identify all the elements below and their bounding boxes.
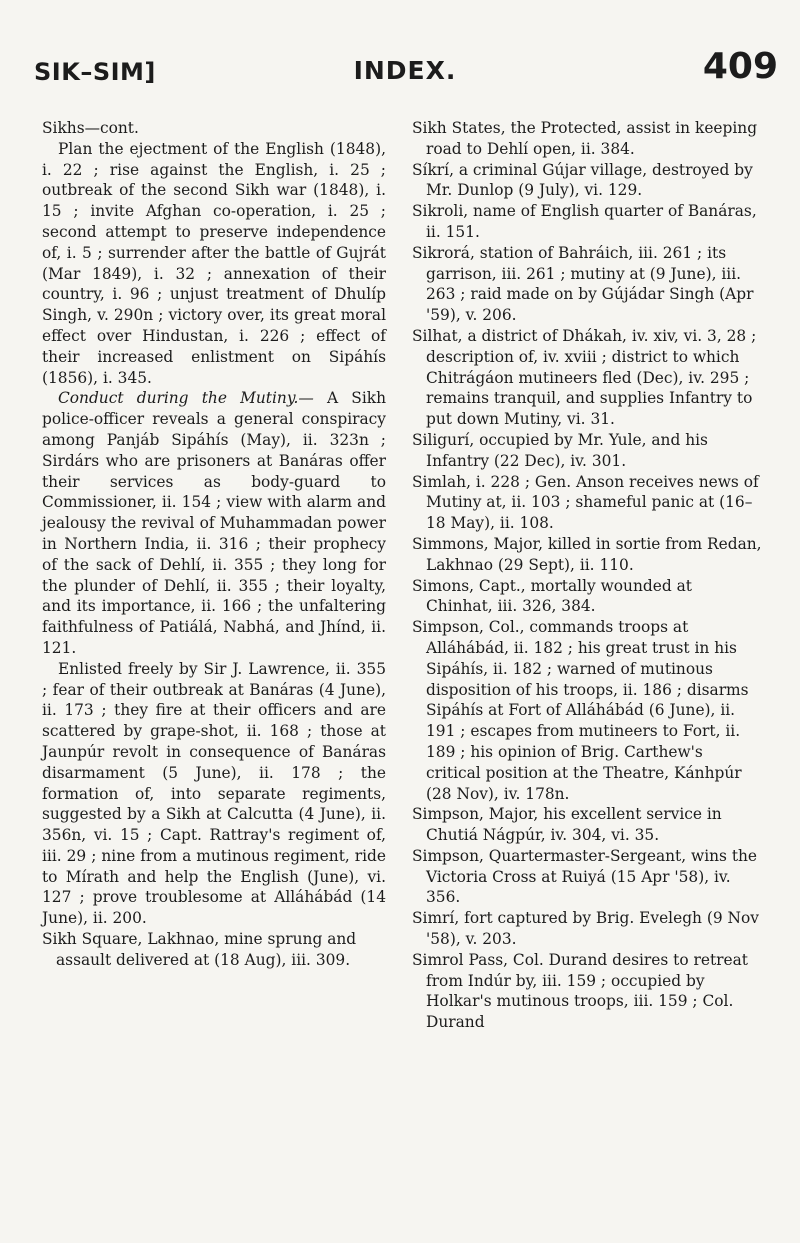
index-entry: Sikh States, the Protected, assist in keeping road to Dehlí open, ii. 384. <box>412 119 758 158</box>
index-entry: Sikrorá, station of Bahráich, iii. 261 ; its garrison, iii. 261 ; mutiny at (9 June), iii. 263 ; raid made on by Gújádar Singh (Apr '59), v. 206. <box>412 243 754 325</box>
index-entry: Simlah, i. 228 ; Gen. Anson receives news of Mutiny at, ii. 103 ; shameful panic at (16–18 May), ii. 108. <box>412 472 759 533</box>
index-entry: Sikh Square, Lakhnao, mine sprung and assault delivered at (18 Aug), iii. 309. <box>42 930 357 969</box>
index-entry: Síkrí, a criminal Gújar village, destroyed by Mr. Dunlop (9 July), vi. 129. <box>412 160 753 200</box>
index-entry: Simrol Pass, Col. Durand desires to retreat from Indúr by, iii. 159 ; occupied by Holkar's mutinous troops, iii. 159 ; Col. Durand <box>412 950 748 1032</box>
index-entry: Simmons, Major, killed in sortie from Redan, Lakhnao (29 Sept), ii. 110. <box>412 534 762 574</box>
entry-heading: Sikhs—cont. <box>42 119 139 137</box>
header-title: INDEX. <box>353 56 457 85</box>
left-column <box>42 118 386 971</box>
index-entry: Simons, Capt., mortally wounded at Chinhat, iii. 326, 384. <box>412 576 692 616</box>
index-entry: Simpson, Major, his excellent service in Chutiá Nágpúr, iv. 304, vi. 35. <box>412 805 722 845</box>
section-text: A Sikh police-officer reveals a general conspiracy among Panjáb Sipáhís (May), ii. 323n ; Sirdárs who are prisoners at Banáras offer their services as body-guard to Commissioner, ii. 154 ; view with alarm and jealousy the revival of Muhammadan power in Northern India, ii. 316 ; their prophecy of the sack of Dehlí, ii. 355 ; they long for the plunder of Dehlí, ii. 355 ; their loyalty, and its importance, ii. 166 ; the unfaltering faithfulness of Patiálá, Nabhá, and Jhínd, ii. 121. <box>42 389 386 657</box>
right-column <box>412 118 762 1033</box>
index-entry: Silhat, a district of Dhákah, iv. xiv, vi. 3, 28 ; description of, iv. xviii ; district to which Chitrágáon mutineers fled (Dec), iv. 295 ; remains tranquil, and supplies Infantry to put down Mutiny, vi. 31. <box>412 326 757 429</box>
running-header <box>32 44 778 94</box>
index-entry: Siligurí, occupied by Mr. Yule, and his Infantry (22 Dec), iv. 301. <box>412 430 708 470</box>
index-entry: Simrí, fort captured by Brig. Evelegh (9 Nov '58), v. 203. <box>412 909 759 949</box>
entry-paragraph: Plan the ejectment of the English (1848), i. 22 ; rise against the English, i. 25 ; outbreak of the second Sikh war (1848), i. 15 ; invite Afghan co-operation, i. 25 ; second attempt to preserve independence of, i. 5 ; surrender after the battle of Gujrát (Mar 1849), i. 32 ; annexation of their country, i. 96 ; unjust treatment of Dhulíp Singh, v. 290n ; victory over, its great moral effect over Hindustan, i. 226 ; effect of their increased enlistment on Sipáhís (1856), i. 345. <box>42 139 386 387</box>
entry-paragraph: Enlisted freely by Sir J. Lawrence, ii. 355 ; fear of their outbreak at Banáras (4 June), ii. 173 ; they fire at their officers and are scattered by grape-shot, ii. 168 ; those at Jaunpúr revolt in consequence of Banáras disarmament (5 June), ii. 178 ; the formation of, into separate regiments, suggested by a Sikh at Calcutta (4 June), ii. 356n, vi. 15 ; Capt. Rattray's regiment of, iii. 29 ; nine from a mutinous regiment, ride to Mírath and help the English (June), vi. 127 ; prove troublesome at Alláhábád (14 June), ii. 200. <box>42 659 386 928</box>
entry-paragraph <box>42 388 386 658</box>
section-label: Conduct during the Mutiny.— <box>58 389 314 408</box>
header-range: SIK–SIM] <box>34 58 156 86</box>
index-entry: Sikroli, name of English quarter of Banáras, ii. 151. <box>412 202 757 241</box>
index-entry: Simpson, Col., commands troops at Alláhábád, ii. 182 ; his great trust in his Sipáhís, ii. 182 ; warned of mutinous disposition of his troops, ii. 186 ; disarms Sipáhís at Fort of Alláhábád (6 June), ii. 191 ; escapes from mutineers to Fort, ii. 189 ; his opinion of Brig. Carthew's critical position at the Theatre, Kánhpúr (28 Nov), iv. 178n. <box>412 618 749 803</box>
page-number: 409 <box>702 46 778 87</box>
index-entry: Simpson, Quartermaster-Sergeant, wins the Victoria Cross at Ruiyá (15 Apr '58), iv. 356. <box>412 846 758 907</box>
